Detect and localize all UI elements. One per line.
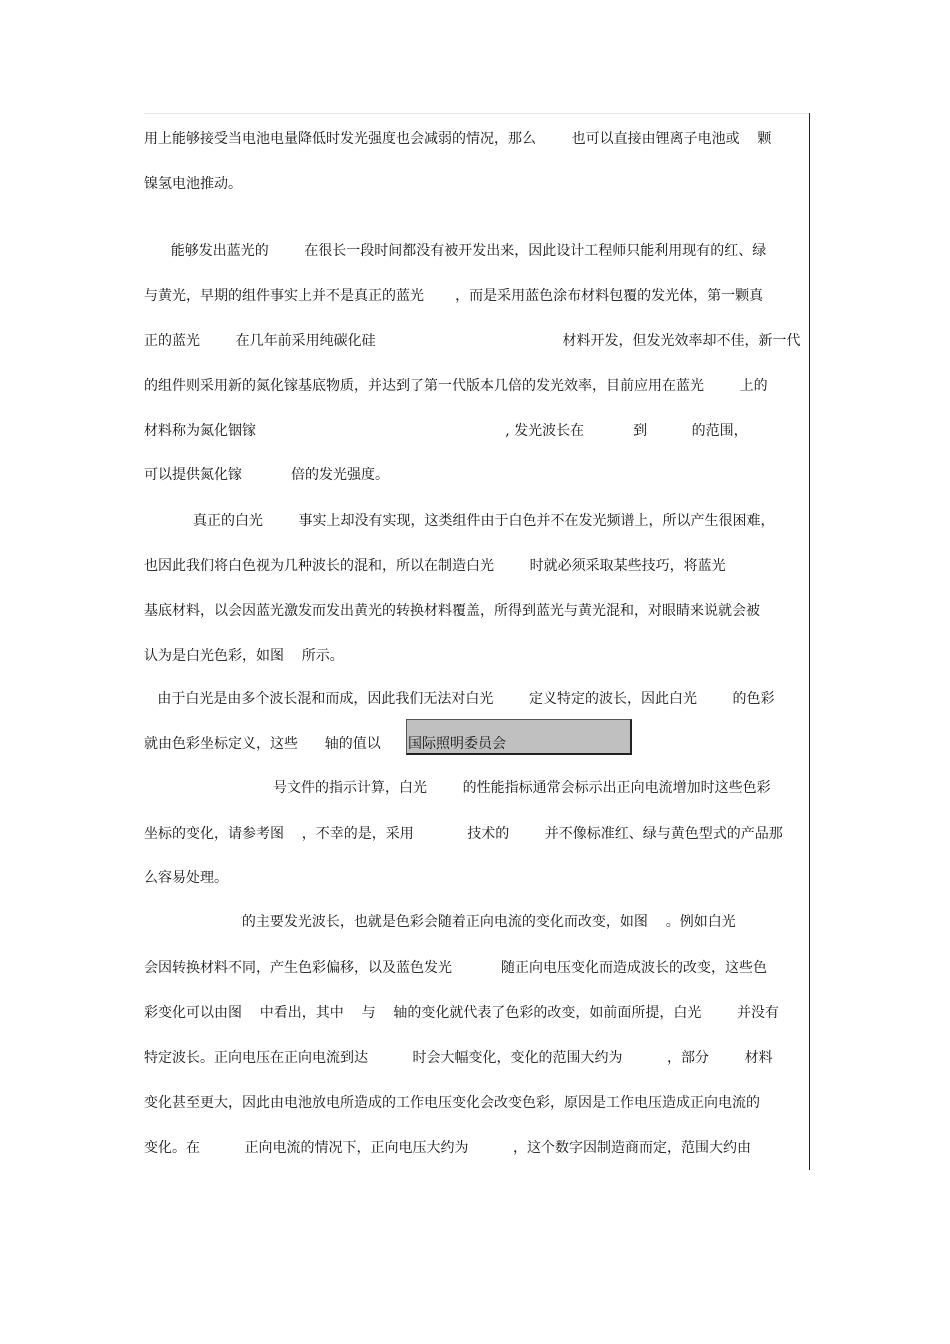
text-line: 就由色彩坐标定义，这些 轴的值以 (144, 736, 381, 752)
text-line: 基底材料，以会因蓝光激发而发出黄光的转换材料覆盖，所得到蓝光与黄光混和，对眼睛来说就会被 (144, 603, 760, 619)
callout-label: 国际照明委员会 (408, 736, 506, 752)
text-line: 认为是白光色彩，如图 所示。 (144, 648, 344, 664)
text-line: 坐标的变化，请参考图 ，不幸的是，采用 技术的 并不像标准红、绿与黄色型式的产品那 (144, 826, 783, 842)
page-top-rule (144, 113, 810, 114)
text-line: 镍氢电池推动。 (144, 176, 242, 192)
text-line: 材料称为氮化铟镓 , 发光波长在 到 的范围， (144, 423, 748, 439)
text-line: 也因此我们将白色视为几种波长的混和，所以在制造白光 时就必须采取某些技巧，将蓝光 (144, 558, 726, 574)
text-line: 变化甚至更大，因此由电池放电所造成的工作电压变化会改变色彩，原因是工作电压造成正向电流的 (144, 1095, 760, 1111)
text-line: 可以提供氮化镓 倍的发光强度。 (144, 467, 389, 483)
text-line: 正的蓝光 在几年前采用纯碳化硅 材料开发，但发光效率却不佳，新一代 (144, 333, 801, 349)
text-line: 特定波长。正向电压在正向电流到达 时会大幅变化，变化的范围大约为 ，部分 材料 (144, 1050, 773, 1066)
text-line: 的主要发光波长，也就是色彩会随着正向电流的变化而改变，如图 。例如白光 (144, 914, 736, 930)
text-line: 彩变化可以由图 中看出，其中 与 轴的变化就代表了色彩的改变，如前面所提，白光 并没有 (144, 1005, 780, 1021)
text-line: 么容易处理。 (144, 870, 228, 886)
text-line: 会因转换材料不同，产生色彩偏移，以及蓝色发光 随正向电压变化而造成波长的改变，这些色 (144, 960, 767, 976)
text-line: 用上能够接受当电池电量降低时发光强度也会减弱的情况，那么 也可以直接由锂离子电池或 颗 (144, 131, 772, 147)
text-line: 由于白光是由多个波长混和而成，因此我们无法对白光 定义特定的波长，因此白光 的色彩 (144, 691, 775, 707)
text-line: 与黄光，早期的组件事实上并不是真正的蓝光 ，而是采用蓝色涂布材料包覆的发光体，第一颗真 (144, 288, 764, 304)
page-right-rule (809, 113, 810, 1170)
text-line: 能够发出蓝光的 在很长一段时间都没有被开发出来，因此设计工程师只能利用现有的红、绿 (144, 243, 767, 259)
text-line: 号文件的指示计算，白光 的性能指标通常会标示出正向电流增加时这些色彩 (144, 780, 771, 796)
text-line: 变化。在 正向电流的情况下，正向电压大约为 ，这个数字因制造商而定，范围大约由 (144, 1140, 752, 1156)
text-line: 的组件则采用新的氮化镓基底物质，并达到了第一代版本几倍的发光效率，目前应用在蓝光 上的 (144, 378, 768, 394)
text-line: 真正的白光 事实上却没有实现，这类组件由于白色并不在发光频谱上，所以产生很困难， (144, 513, 775, 529)
